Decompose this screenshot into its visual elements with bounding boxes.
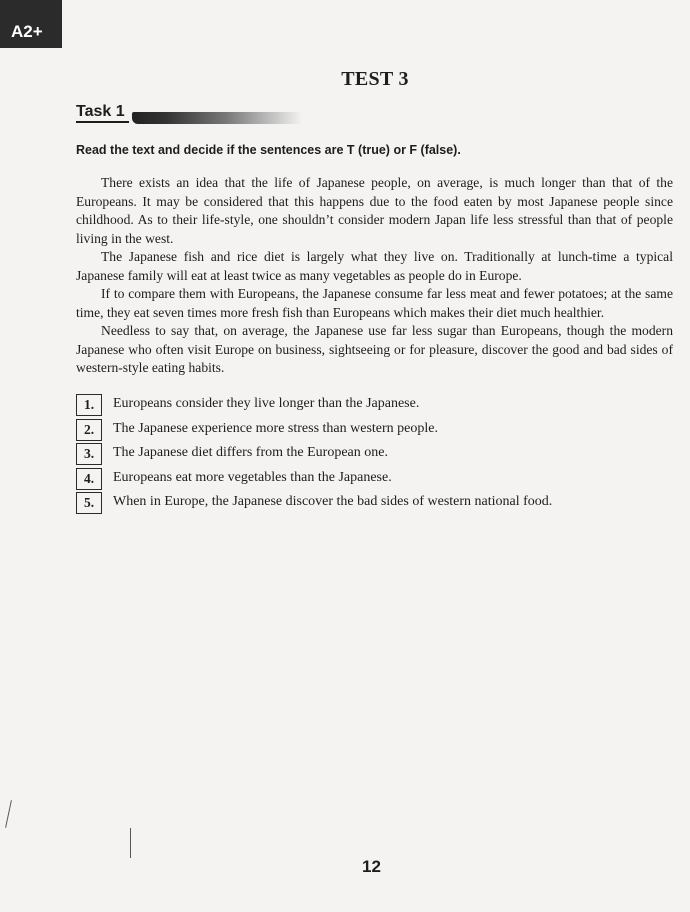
statement-item [76, 443, 676, 468]
statement-text: Europeans eat more vegetables than the Japanese. [113, 469, 392, 485]
test-title: TEST 3 [341, 68, 409, 90]
page-number: 12 [362, 857, 381, 876]
passage-paragraph: Needless to say that, on average, the Japanese use far less sugar than Europeans, though the modern Japanese who often visit Europe on business, sightseeing or for pleasure, discover the good and bad sides of western-style eating habits. [76, 323, 673, 375]
passage-paragraph: There exists an idea that the life of Japanese people, on average, is much longer than that of the Europeans. It may be considered that this happens due to the food eaten by most Japanese people since childhood. As to their life-style, one shouldn’t consider modern Japan life less stressful than that of people living in the west. [76, 175, 673, 246]
level-badge [0, 0, 62, 48]
statement-number-box[interactable]: 3. [76, 443, 102, 465]
task-header [76, 103, 306, 127]
statement-number-box[interactable]: 5. [76, 492, 102, 514]
statement-list [76, 394, 676, 517]
statement-number-box[interactable]: 2. [76, 419, 102, 441]
statement-item [76, 419, 676, 444]
scan-mark [130, 828, 131, 858]
statement-number-box[interactable]: 4. [76, 468, 102, 490]
passage-paragraph: If to compare them with Europeans, the Japanese consume far less meat and fewer potatoes; at the same time, they eat seven times more fresh fish than Europeans which makes their diet much healthier. [76, 286, 673, 320]
level-badge-label: A2+ [11, 22, 43, 41]
statement-text: The Japanese experience more stress than western people. [113, 420, 438, 436]
task-label: Task 1 [76, 103, 129, 123]
reading-passage [76, 174, 673, 378]
statement-item [76, 492, 676, 517]
statement-item [76, 394, 676, 419]
task-header-bar [132, 112, 302, 124]
statement-item [76, 468, 676, 493]
statement-text: Europeans consider they live longer than the Japanese. [113, 396, 420, 411]
scan-mark [5, 800, 12, 828]
statement-number-box[interactable]: 1. [76, 394, 102, 416]
task-instructions: Read the text and decide if the sentences are T (true) or F (false). [76, 143, 461, 157]
passage-paragraph: The Japanese fish and rice diet is largely what they live on. Traditionally at lunch-time a typical Japanese family will eat at least twice as many vegetables as people do in Europe. [76, 249, 673, 283]
statement-text: When in Europe, the Japanese discover the bad sides of western national food. [113, 494, 553, 509]
statement-text: The Japanese diet differs from the European one. [113, 445, 388, 460]
